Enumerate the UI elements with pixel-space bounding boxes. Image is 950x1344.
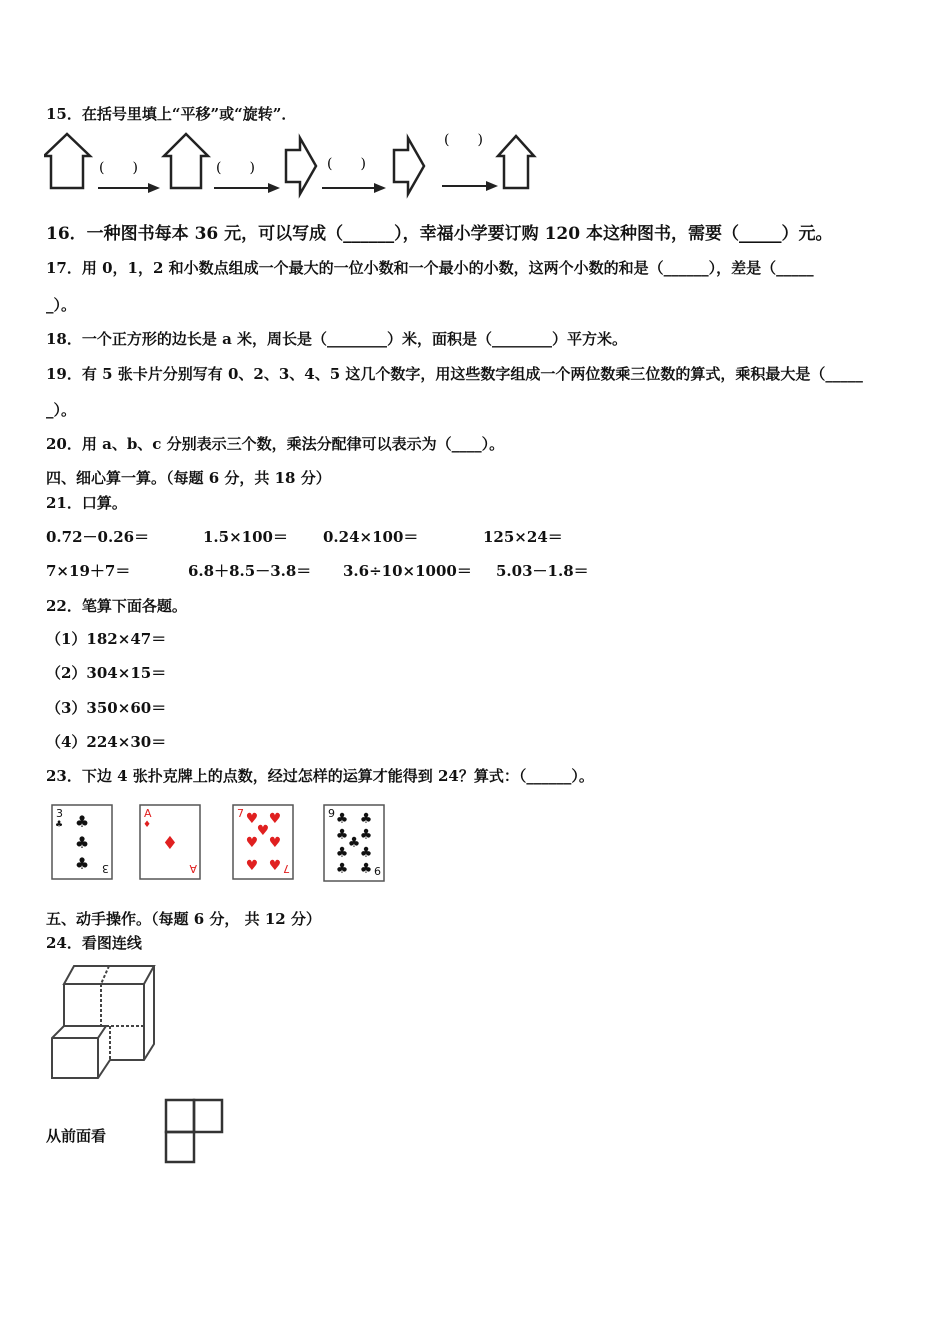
question-22-title: 22．笔算下面各题。 bbox=[46, 597, 187, 615]
blank-2: ( ) bbox=[216, 160, 255, 176]
card-rank: 7 bbox=[237, 807, 244, 820]
calc-item: 3.6÷10×1000＝ bbox=[343, 562, 472, 580]
calc-item: 125×24＝ bbox=[483, 528, 563, 546]
up-arrow-icon bbox=[498, 136, 534, 188]
blank-4: ( ) bbox=[444, 132, 483, 148]
card-9-clubs bbox=[324, 805, 384, 881]
section-5-heading: 五、动手操作。（每题 6 分， 共 12 分） bbox=[46, 910, 321, 928]
club-pip: ♣ bbox=[359, 861, 373, 877]
q15-figure bbox=[44, 128, 544, 204]
calc-item: 6.8＋8.5－3.8＝ bbox=[188, 562, 312, 580]
card-7-hearts bbox=[233, 805, 293, 879]
heart-pip: ♥ bbox=[268, 811, 282, 827]
playing-cards bbox=[50, 803, 390, 889]
section-4-heading: 四、细心算一算。（每题 6 分，共 18 分） bbox=[46, 469, 331, 487]
block-arrow-icon bbox=[394, 138, 424, 194]
question-17-line2: _）。 bbox=[46, 296, 77, 314]
heart-pip: ♥ bbox=[256, 823, 270, 839]
calc-item: 1.5×100＝ bbox=[203, 528, 288, 546]
heart-pip: ♥ bbox=[245, 811, 259, 827]
card-rank: A bbox=[144, 807, 152, 820]
club-pip: ♣ bbox=[347, 835, 361, 851]
heart-pip: ♥ bbox=[245, 858, 259, 874]
right-arrow-icon bbox=[486, 181, 498, 191]
card-rank-rotated: 3 bbox=[102, 862, 109, 875]
question-24-title: 24．看图连线 bbox=[46, 934, 142, 952]
calc-item: 5.03－1.8＝ bbox=[496, 562, 589, 580]
question-19-line2: _）。 bbox=[46, 401, 77, 419]
right-arrow-icon bbox=[268, 183, 280, 193]
question-23: 23．下边 4 张扑克牌上的点数，经过怎样的运算才能得到 24？算式：（______）。 bbox=[46, 767, 594, 785]
club-pip: ♣ bbox=[74, 854, 90, 873]
club-pip: ♣ bbox=[359, 845, 373, 861]
calc-item: 7×19＋7＝ bbox=[46, 562, 131, 580]
question-15: 15．在括号里填上“平移”或“旋转”． bbox=[46, 105, 297, 123]
written-calc-item: （3）350×60＝ bbox=[46, 699, 167, 717]
card-rank-rotated: 7 bbox=[283, 862, 290, 875]
right-arrow-icon bbox=[374, 183, 386, 193]
cube-solid-figure bbox=[44, 962, 160, 1088]
card-rank: 9 bbox=[328, 807, 335, 820]
question-18: 18．一个正方形的边长是 a 米，周长是（________）米，面积是（________）平方米。 bbox=[46, 330, 628, 348]
right-arrow-icon bbox=[148, 183, 160, 193]
calc-item: 0.24×100＝ bbox=[323, 528, 419, 546]
club-pip: ♣ bbox=[335, 827, 349, 843]
block-arrow-icon bbox=[286, 138, 316, 194]
card-corner-suit: ♦ bbox=[143, 820, 152, 830]
club-pip: ♣ bbox=[335, 811, 349, 827]
front-view-caption: 从前面看 bbox=[46, 1127, 107, 1145]
heart-pip: ♥ bbox=[268, 858, 282, 874]
blank-3: ( ) bbox=[327, 156, 366, 172]
card-rank-rotated: 9 bbox=[374, 864, 381, 877]
club-pip: ♣ bbox=[359, 811, 373, 827]
question-17-line1: 17．用 0，1，2 和小数点组成一个最大的一位小数和一个最小的小数，这两个小数的和是（______），差是（_____ bbox=[46, 259, 814, 277]
up-arrow-icon bbox=[164, 134, 208, 188]
question-21-title: 21．口算。 bbox=[46, 494, 127, 512]
club-pip: ♣ bbox=[335, 845, 349, 861]
calc-item: 0.72－0.26＝ bbox=[46, 528, 150, 546]
up-arrow-icon bbox=[44, 134, 90, 188]
question-20: 20．用 a、b、c 分别表示三个数，乘法分配律可以表示为（____）。 bbox=[46, 435, 505, 453]
card-rank: 3 bbox=[56, 807, 63, 820]
question-19-line1: 19．有 5 张卡片分别写有 0、2、3、4、5 这几个数字，用这些数字组成一个两位数乘三位数的算式，乘积最大是（_____ bbox=[46, 365, 863, 383]
blank-1: ( ) bbox=[99, 160, 138, 176]
heart-pip: ♥ bbox=[245, 835, 259, 851]
club-pip: ♣ bbox=[359, 827, 373, 843]
written-calc-item: （1）182×47＝ bbox=[46, 630, 167, 648]
card-ace-diamonds bbox=[140, 805, 200, 879]
question-16: 16．一种图书每本 36 元，可以写成（______），幸福小学要订购 120 本这种图书，需要（_____）元。 bbox=[46, 224, 833, 244]
club-pip: ♣ bbox=[74, 812, 90, 831]
diamond-pip: ♦ bbox=[161, 833, 179, 854]
card-3-clubs bbox=[52, 805, 112, 879]
front-view-figure bbox=[162, 1096, 226, 1170]
written-calc-item: （4）224×30＝ bbox=[46, 733, 167, 751]
written-calc-item: （2）304×15＝ bbox=[46, 664, 167, 682]
club-pip: ♣ bbox=[335, 861, 349, 877]
card-corner-suit: ♣ bbox=[55, 820, 64, 830]
heart-pip: ♥ bbox=[268, 835, 282, 851]
card-rank-rotated: A bbox=[189, 862, 197, 875]
club-pip: ♣ bbox=[74, 833, 90, 852]
